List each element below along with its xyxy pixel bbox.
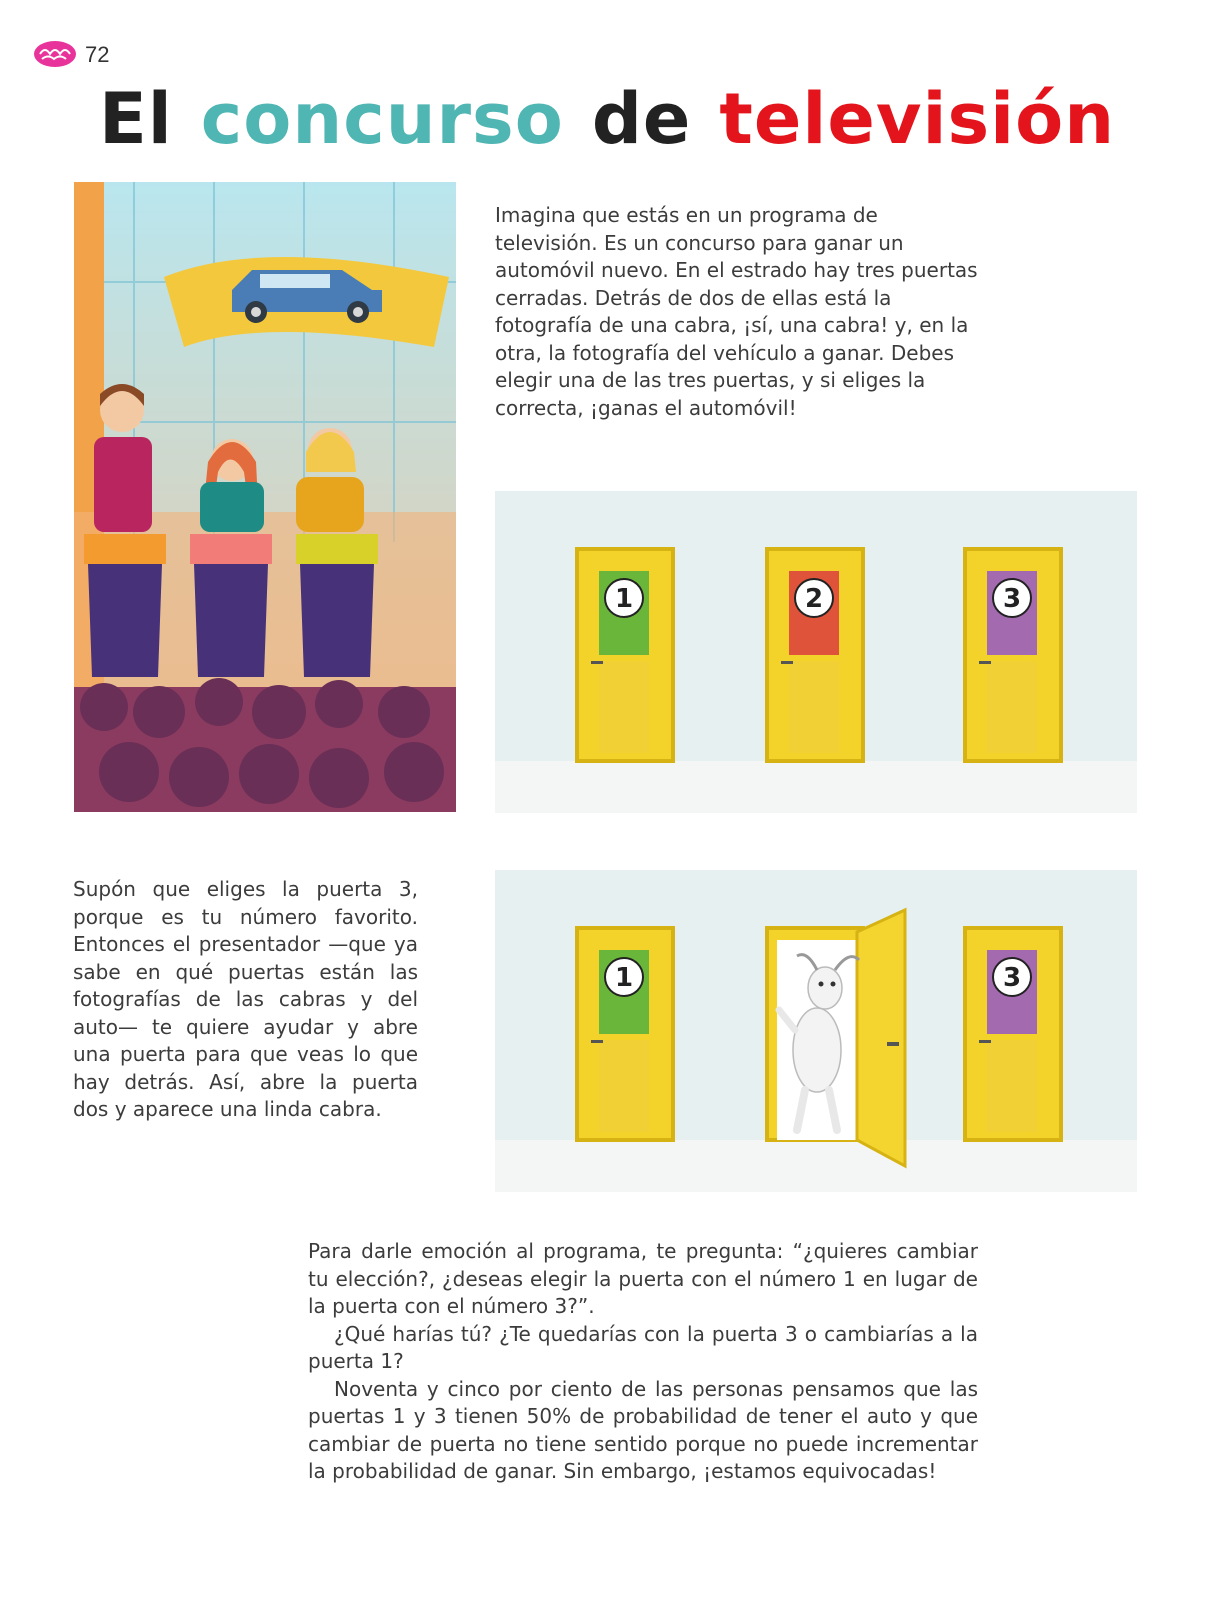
closing-paragraph-2: ¿Qué harías tú? ¿Te quedarías con la puerta 3 o cambiarías a la puerta 1? (308, 1321, 978, 1373)
closing-paragraph-3: Noventa y cinco por ciento de las personas pensamos que las puertas 1 y 3 tienen 50% de probabilidad de tener el auto y que cambiar de puerta no tiene sentido porque no puede incrementar la probabilidad de ganar. Sin embargo, ¡estamos equivocadas! (308, 1376, 978, 1483)
closing-paragraph-1: Para darle emoción al programa, te pregunta: “¿quieres cambiar tu elección?, ¿deseas elegir la puerta con el número 1 en lugar de la puerta con el número 3?”. (308, 1239, 978, 1318)
door-1-number: 1 (614, 963, 634, 993)
game-show-illustration (74, 182, 456, 812)
door-2-number: 2 (804, 584, 824, 614)
door-3-number: 3 (1002, 584, 1022, 614)
three-closed-doors-illustration (495, 491, 1137, 813)
title-word-el: El (98, 78, 173, 160)
door-1 (577, 928, 673, 1140)
intro-paragraph: Imagina que estás en un programa de televisión. Es un concurso para ganar un automóvil nuevo. En el estrado hay tres puertas cerradas. Detrás de dos de ellas está la fotografía de una cabra, ¡sí, una cabra! y, en la otra, la fotografía del vehículo a ganar. Debes elegir una de las tres puertas, y si eliges la correcta, ¡ganas el automóvil! (495, 203, 978, 420)
audience-silhouettes (74, 678, 456, 812)
scenario-paragraph: Supón que eliges la puerta 3, porque es tu número favorito. Entonces el presentador —que ya sabe en qué puertas están las fotografías de las cabras y del auto— te quiere ayudar y abre una puerta para que veas lo que hay detrás. Así, abre la puerta dos y aparece una linda cabra. (73, 877, 418, 1121)
title-word-concurso: concurso (200, 78, 564, 160)
brain-logo-icon (32, 38, 78, 70)
door-1-number: 1 (614, 584, 634, 614)
page-number: 72 (85, 42, 110, 67)
door-1 (577, 549, 673, 761)
page-title (0, 78, 1214, 160)
door-3 (965, 928, 1061, 1140)
title-word-television: televisión (719, 78, 1116, 160)
door-3 (965, 549, 1061, 761)
podiums (84, 534, 378, 677)
closing-text (308, 1238, 978, 1486)
title-word-de: de (591, 78, 692, 160)
contestant-boy (94, 384, 152, 532)
open-door-goat-illustration (495, 870, 1137, 1192)
door-2 (767, 549, 863, 761)
door-3-number: 3 (1002, 963, 1022, 993)
